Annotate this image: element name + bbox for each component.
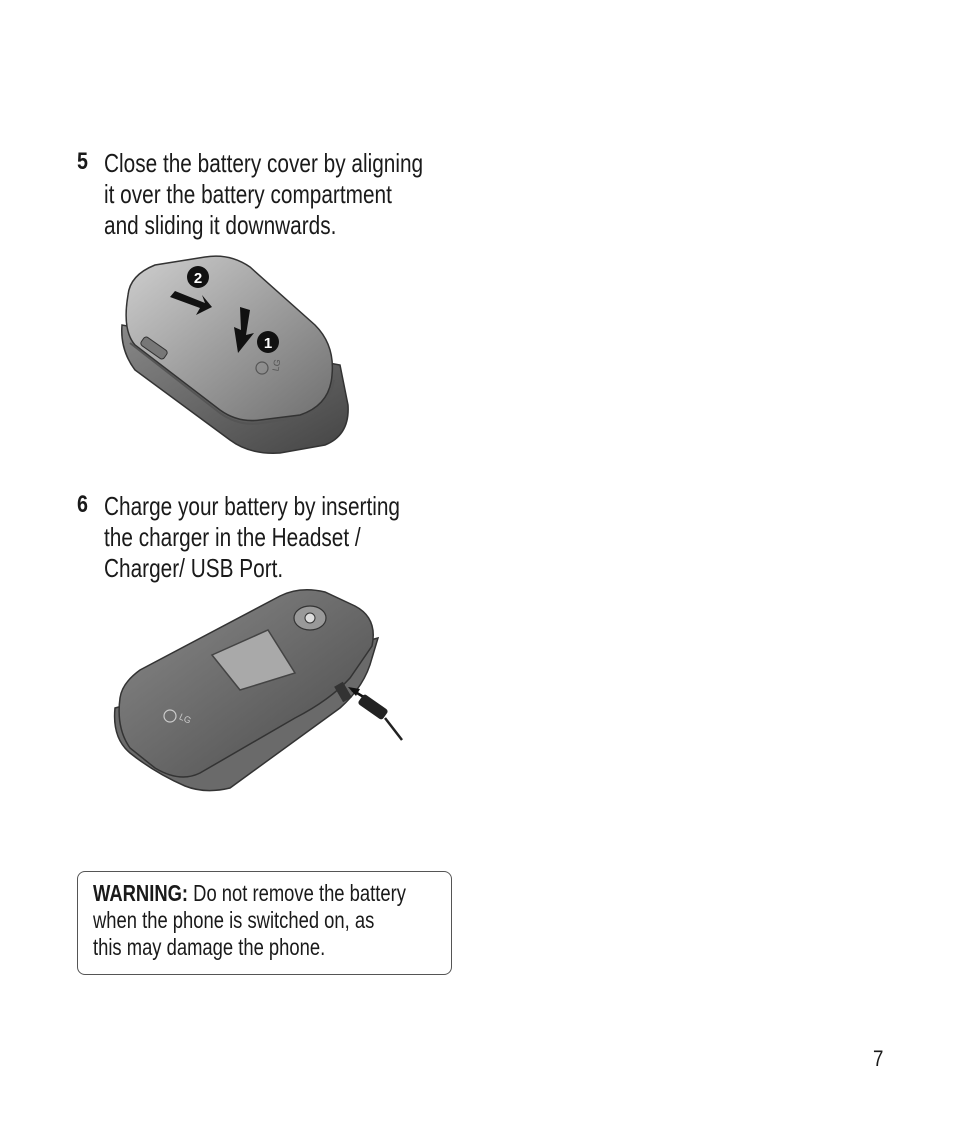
warning-body: Do not remove the battery when the phone is switched on, as this may damage the phone. [93,880,406,960]
charger-plug-icon [357,693,388,720]
warning-text [93,880,445,961]
warning-label: WARNING: [93,880,189,906]
step-number: 6 [77,491,88,518]
step-instruction: Close the battery cover by aligning it over the battery compartment and sliding it downwards. [104,148,424,240]
phone-charging-illustration [110,588,410,798]
step-number: 5 [77,148,88,175]
battery-cover-illustration [110,255,360,460]
lg-logo-text: LG [270,358,283,372]
callout-1-label: 1 [263,335,273,352]
callout-2-label: 2 [193,270,203,287]
warning-box [77,871,452,975]
lg-logo-text: LG [177,711,193,726]
step-instruction: Charge your battery by inserting the charger in the Headset / Charger/ USB Port. [104,491,400,583]
page-number: 7 [873,1046,884,1071]
